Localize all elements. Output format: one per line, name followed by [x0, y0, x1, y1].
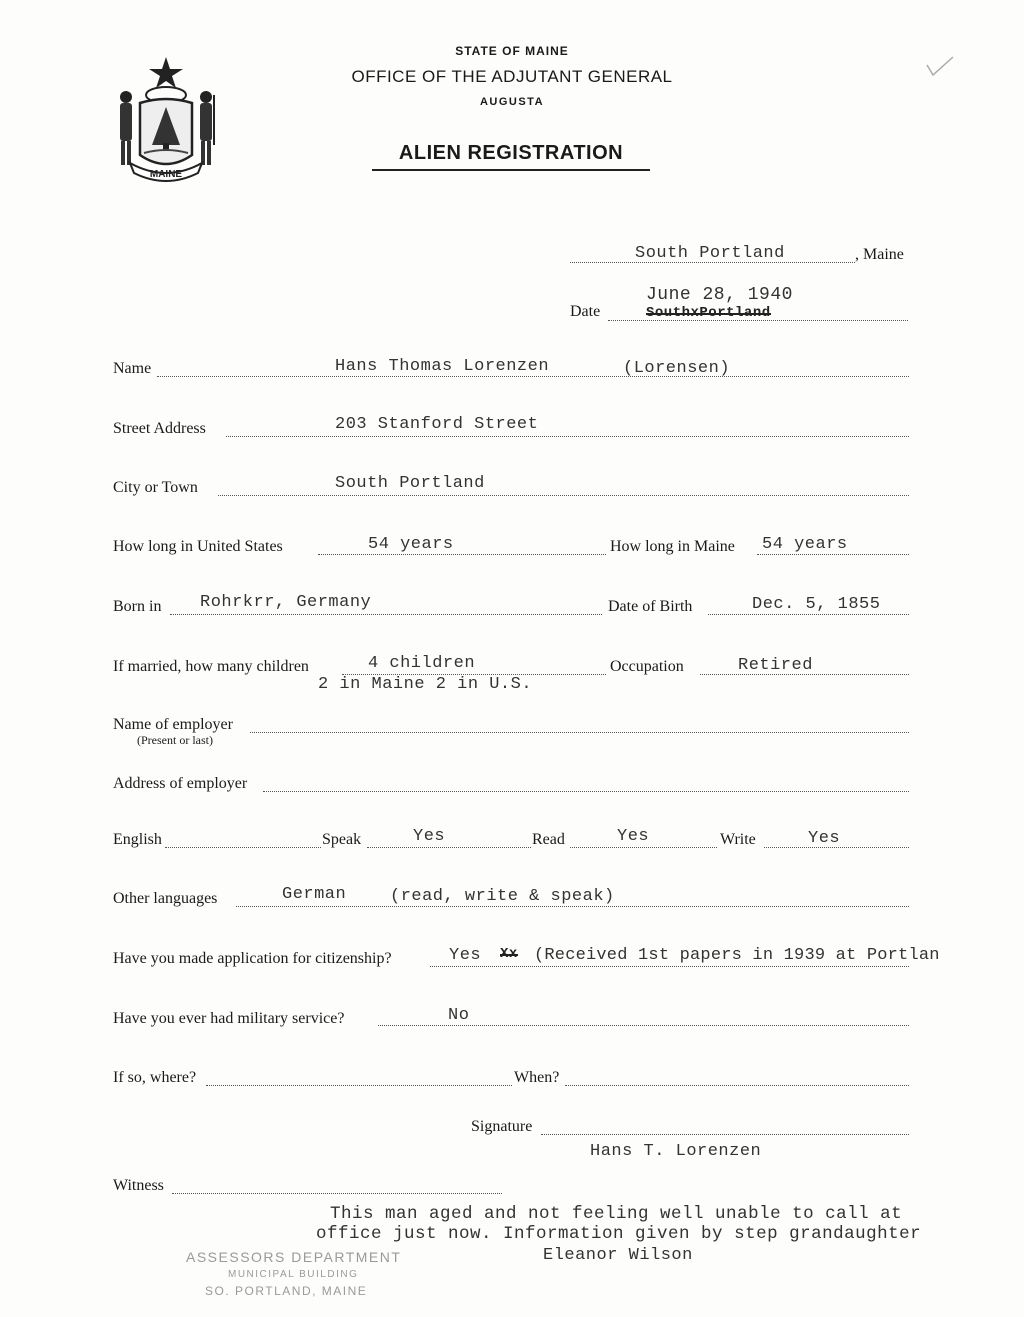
- occupation-value: Retired: [738, 656, 813, 675]
- signature-line: [541, 1134, 909, 1135]
- employer-sublabel: (Present or last): [137, 733, 213, 747]
- signature-label: Signature: [471, 1118, 533, 1135]
- write-value: Yes: [808, 829, 841, 848]
- office-heading: OFFICE OF THE ADJUTANT GENERAL: [351, 67, 673, 86]
- stamp-line-2: MUNICIPAL BUILDING: [228, 1269, 359, 1280]
- when-label: When?: [514, 1069, 560, 1086]
- speak-label: Speak: [322, 831, 362, 848]
- speak-value: Yes: [413, 827, 446, 846]
- date-label: Date: [570, 303, 601, 320]
- maine-time-line: [757, 554, 909, 555]
- us-time-line: [318, 554, 606, 555]
- maine-time-label: How long in Maine: [610, 538, 735, 555]
- city-value: South Portland: [335, 474, 485, 493]
- write-label: Write: [720, 831, 756, 848]
- when-line: [565, 1085, 909, 1086]
- stamp-line-1: ASSESSORS DEPARTMENT: [186, 1249, 402, 1265]
- city-heading: AUGUSTA: [479, 96, 545, 108]
- citizenship-label: Have you made application for citizenship?: [113, 950, 392, 967]
- name-value: Hans Thomas Lorenzen: [335, 357, 550, 376]
- english-label: English: [113, 831, 162, 848]
- other-languages-value: German: [282, 885, 347, 904]
- form-title: ALIEN REGISTRATION: [398, 142, 624, 164]
- children-label: If married, how many children: [113, 658, 309, 675]
- stamp-line-3: SO. PORTLAND, MAINE: [205, 1284, 368, 1298]
- name-line: [157, 376, 909, 377]
- signature-value: Hans T. Lorenzen: [590, 1142, 762, 1161]
- street-value: 203 Stanford Street: [335, 415, 539, 434]
- employer-address-label: Address of employer: [113, 775, 248, 792]
- witness-label: Witness: [113, 1177, 164, 1194]
- us-time-value: 54 years: [368, 535, 454, 554]
- dob-value: Dec. 5, 1855: [752, 595, 881, 614]
- title-underline: [372, 169, 650, 171]
- maine-time-value: 54 years: [762, 535, 848, 554]
- children-value: 4 children: [368, 654, 476, 673]
- note-line-1: This man aged and not feeling well unable to call at: [330, 1204, 903, 1224]
- name-alt-value: (Lorensen): [623, 359, 731, 378]
- state-heading: STATE OF MAINE: [455, 44, 569, 58]
- born-line: [170, 614, 602, 615]
- occupation-label: Occupation: [610, 658, 684, 675]
- military-label: Have you ever had military service?: [113, 1010, 345, 1027]
- english-line: [165, 847, 321, 848]
- city-label: City or Town: [113, 479, 198, 496]
- place-suffix: , Maine: [855, 246, 904, 263]
- place-value: South Portland: [635, 244, 785, 263]
- note-line-3: Eleanor Wilson: [543, 1246, 693, 1265]
- dob-label: Date of Birth: [608, 598, 693, 615]
- read-line: [570, 847, 717, 848]
- read-value: Yes: [617, 827, 650, 846]
- other-languages-label: Other languages: [113, 890, 218, 907]
- us-time-label: How long in United States: [113, 538, 283, 555]
- date-value: June 28, 1940: [646, 285, 793, 305]
- military-line: [378, 1025, 909, 1026]
- children-note: 2 in Maine 2 in U.S.: [318, 675, 533, 694]
- street-line: [226, 436, 909, 437]
- date-struck-text: SouthxPortland: [646, 305, 771, 321]
- citizenship-line: [430, 966, 909, 967]
- street-label: Street Address: [113, 420, 206, 437]
- dob-line: [708, 614, 909, 615]
- citizenship-value: Yes: [449, 946, 482, 965]
- employer-line: [250, 732, 909, 733]
- city-line: [218, 495, 909, 496]
- witness-line: [172, 1193, 502, 1194]
- born-value: Rohrkrr, Germany: [200, 593, 372, 612]
- other-languages-detail: (read, write & speak): [390, 887, 615, 906]
- citizenship-detail: (Received 1st papers in 1939 at Portlan: [534, 946, 940, 965]
- read-label: Read: [532, 831, 565, 848]
- military-value: No: [448, 1006, 470, 1025]
- speak-line: [367, 847, 531, 848]
- employer-label: Name of employer: [113, 716, 233, 733]
- other-languages-line: [236, 906, 909, 907]
- where-label: If so, where?: [113, 1069, 197, 1086]
- citizenship-struck-text: Xx: [500, 946, 518, 962]
- name-label: Name: [113, 360, 152, 377]
- note-line-2: office just now. Information given by step grandaughter: [316, 1224, 922, 1244]
- seal-banner-text: MAINE: [149, 169, 183, 180]
- where-line: [206, 1085, 512, 1086]
- employer-address-line: [263, 791, 909, 792]
- born-label: Born in: [113, 598, 162, 615]
